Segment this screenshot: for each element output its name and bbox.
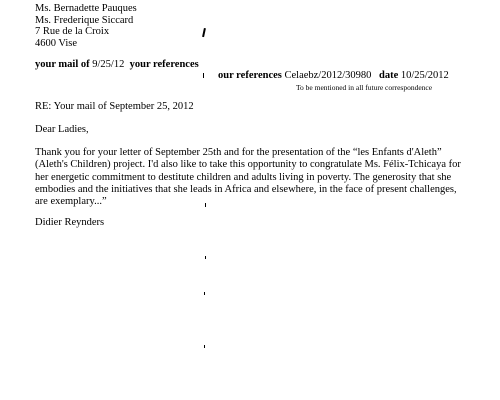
recipient-line: Ms. Bernadette Pauques	[35, 3, 137, 14]
body-line: (Aleth's Children) project. I'd also like to take this opportunity to congratulate Ms. Félix-Tchicaya for	[35, 159, 461, 171]
our-references-value: Celaebz/2012/30980	[284, 70, 372, 81]
body-line: embodies and the initiatives that she leads in Africa and elsewhere, in the face of present challenges,	[35, 183, 457, 195]
salutation: Dear Ladies,	[35, 124, 89, 135]
your-mail-date: 9/25/12	[92, 59, 125, 70]
signature-name: Didier Reynders	[35, 217, 105, 228]
date-value: 10/25/2012	[400, 70, 449, 81]
recipient-address	[35, 3, 137, 49]
recipient-line: Ms. Frederique Siccard	[35, 14, 134, 26]
scan-mark	[204, 292, 205, 295]
body-line: are exemplary...”	[35, 196, 107, 208]
subject-line: RE: Your mail of September 25, 2012	[35, 101, 194, 112]
our-references-line	[218, 70, 371, 82]
your-mail-line	[35, 59, 199, 71]
your-references-label: your references	[129, 59, 199, 70]
body-paragraph	[35, 147, 461, 208]
scan-mark	[202, 28, 205, 37]
scan-mark	[203, 73, 204, 78]
our-references-label: our references	[218, 70, 282, 81]
date-label: date	[379, 70, 399, 81]
future-correspondence-note: To be mentioned in all future correspondence	[296, 83, 433, 92]
recipient-line: 4600 Vise	[35, 37, 78, 49]
body-line: her energetic commitment to destitute children and adults living in poverty. The generosity that she	[35, 171, 452, 183]
body-line: Thank you for your letter of September 25th and for the presentation of the “les Enfants d'Aleth”	[35, 147, 442, 158]
your-mail-label: your mail of	[35, 59, 90, 70]
date-line	[379, 70, 449, 82]
scan-mark	[204, 345, 205, 348]
scan-mark	[205, 256, 206, 259]
recipient-line: 7 Rue de la Croix	[35, 26, 110, 37]
